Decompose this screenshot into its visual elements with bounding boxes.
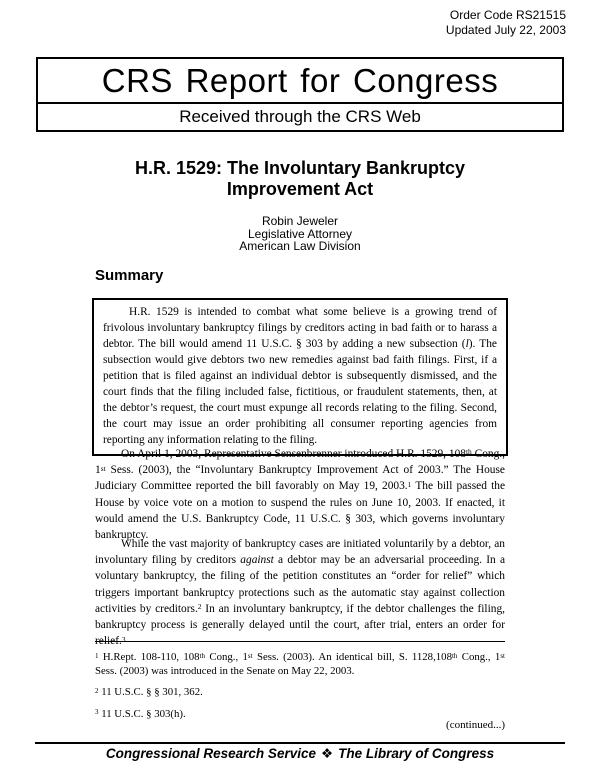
page-footer (0, 746, 600, 762)
footnote-3: $^3$ 11 U.S.C. § 303(h). (95, 707, 186, 720)
report-title-line2: Improvement Act (226, 179, 374, 199)
diamond-icon: ❖ (320, 746, 334, 761)
summary-paragraph: H.R. 1529 is intended to combat what some believe is a growing trend of frivolous involuntary bankruptcy filings by creditors acting in bad faith or to harass a debtor. The bill would amend 11 U.S.C. § 303 by adding a new subsection (l). The subsection would give debtors two new remedies against bad faith filings. First, if a petition that is filed against an individual debtor is subsequently dismissed, and the court finds that the filing included false, fictitious, or fraudulent statements, then, at the debtor’s request, the court must expunge all records relating to the filing. Second, the court may issue an order prohibiting all consumer reporting agencies from reporting any information relating to the filing. (103, 306, 497, 446)
author-division: American Law Division (239, 239, 361, 254)
body-paragraph-1: On April 1, 2003, Representative Sensenbrenner introduced H.R. 1529, 108th Cong., 1st Sess. (2003), the “Involuntary Bankruptcy Improvement Act of 2003.” The House Judiciary Committee reported the bill favorably on May 19, 2003.$^1$ The bill passed the House by voice vote on a motion to suspend the rules on June 10, 2003. If enacted, it would amend the U.S. Bankruptcy Code, 11 U.S.C. § 303, which governs involuntary bankruptcy. (95, 447, 505, 542)
continued-note: (continued...) (446, 719, 505, 731)
order-code: Order Code RS21515 (449, 8, 566, 22)
summary-heading: Summary (95, 267, 164, 284)
report-title (0, 158, 600, 200)
author-role: Legislative Attorney (247, 226, 353, 241)
footer-rule (35, 742, 565, 744)
masthead-subtitle: Received through the CRS Web (179, 107, 421, 126)
body-paragraph-2: While the vast majority of bankruptcy cases are initiated voluntarily by a debtor, an involuntary filing by creditors against a debtor may be an adversarial proceeding. In a voluntary bankruptcy, the filing of the petition constitutes an “order for relief” which triggers important bankruptcy protections such as the automatic stay against collection activities by creditors.$^2$ In an involuntary bankruptcy, if the debtor challenges the filing, bankruptcy process is generally delayed until the court, after trial, enters an order for relief.$^3$ (95, 538, 505, 648)
summary-box (92, 298, 508, 456)
author-block (0, 215, 600, 253)
footnotes-block (95, 651, 505, 729)
footnote-1: $^1$ H.Rept. 108-110, 108th Cong., 1st Sess. (2003). An identical bill, S. 1128,108th Cong., 1st Sess. (2003) was introduced in the Senate on May 22, 2003. (95, 651, 505, 677)
footnote-2: $^2$ 11 U.S.C. § § 301, 362. (95, 686, 203, 699)
masthead-title: CRS Report for Congress (38, 59, 562, 104)
order-code-block (446, 8, 566, 37)
footer-service-name: Congressional Research Service (105, 746, 316, 761)
updated-date: Updated July 22, 2003 (445, 22, 566, 37)
masthead-box (36, 57, 564, 132)
footer-library-name: The Library of Congress (338, 746, 495, 761)
footnote-separator (95, 641, 505, 642)
report-title-line1: H.R. 1529: The Involuntary Bankruptcy (134, 158, 466, 178)
author-name: Robin Jeweler (261, 214, 339, 228)
